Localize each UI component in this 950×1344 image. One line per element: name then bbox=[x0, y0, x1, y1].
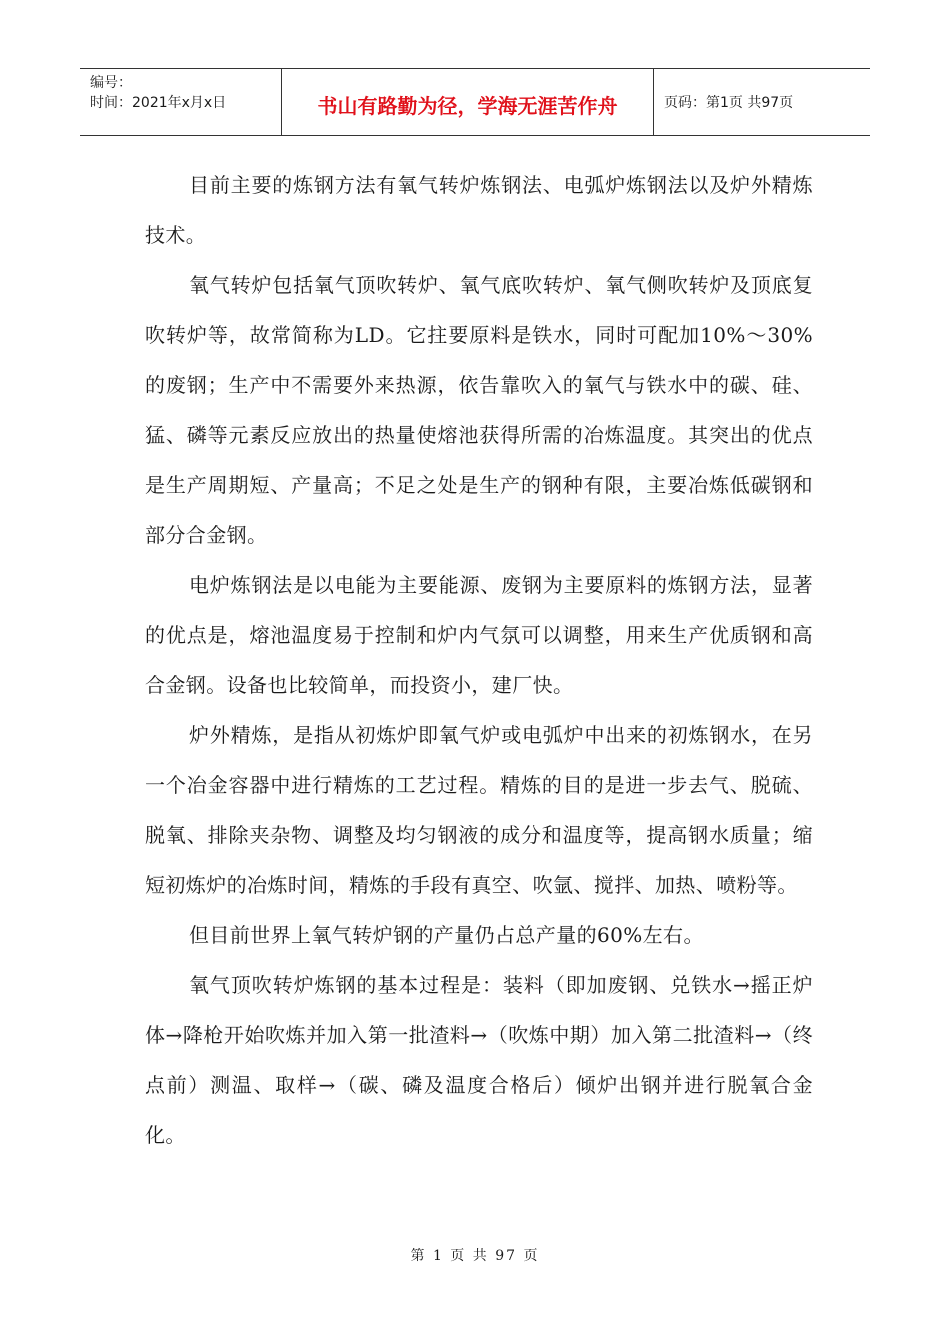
paragraph: 炉外精炼，是指从初炼炉即氧气炉或电弧炉中出来的初炼钢水，在另一个冶金容器中进行精炼的工艺过程。精炼的目的是进一步去气、脱硫、脱氧、排除夹杂物、调整及均匀钢液的成分和温度等，提高钢水质量；缩短初炼炉的冶炼时间，精炼的手段有真空、吹氩、搅拌、加热、喷粉等。 bbox=[145, 723, 813, 897]
paragraph: 氧气转炉包括氧气顶吹转炉、氧气底吹转炉、氧气侧吹转炉及顶底复吹转炉等，故常简称为LD。它拄要原料是铁水，同时可配加10%～30%的废钢；生产中不需要外来热源，依告靠吹入的氧气与铁水中的碳、硅、猛、磷等元素反应放出的热量使熔池获得所需的冶炼温度。其突出的优点是生产周期短、产量高；不足之处是生产的钢种有限，主要冶炼低碳钢和部分合金钢。 bbox=[145, 273, 813, 547]
paragraph: 氧气顶吹转炉炼钢的基本过程是：装料（即加废钢、兑铁水→摇正炉体→降枪开始吹炼并加入第一批渣料→（吹炼中期）加入第二批渣料→（终点前）测温、取样→（碳、磷及温度合格后）倾炉出钢并进行脱氧合金化。 bbox=[145, 973, 813, 1147]
document-body bbox=[145, 160, 813, 1160]
document-number: 编号： bbox=[90, 75, 132, 91]
header-page-info: 页码：第1页 共97页 bbox=[664, 95, 794, 111]
paragraph: 目前主要的炼钢方法有氧气转炉炼钢法、电弧炉炼钢法以及炉外精炼技术。 bbox=[145, 173, 813, 247]
document-time: 时间：2021年x月x日 bbox=[90, 95, 227, 111]
paragraph: 电炉炼钢法是以电能为主要能源、废钢为主要原料的炼钢方法，显著的优点是，熔池温度易于控制和炉内气氛可以调整，用来生产优质钢和高合金钢。设备也比较简单，而投资小，建厂快。 bbox=[145, 573, 813, 697]
paragraph: 但目前世界上氧气转炉钢的产量仍占总产量的60%左右。 bbox=[189, 923, 704, 947]
header-motto: 书山有路勤为径，学海无涯苦作舟 bbox=[282, 69, 654, 135]
page-footer: 第 1 页 共 97 页 bbox=[410, 1248, 540, 1264]
header-meta bbox=[80, 69, 282, 135]
page-header bbox=[80, 68, 870, 136]
